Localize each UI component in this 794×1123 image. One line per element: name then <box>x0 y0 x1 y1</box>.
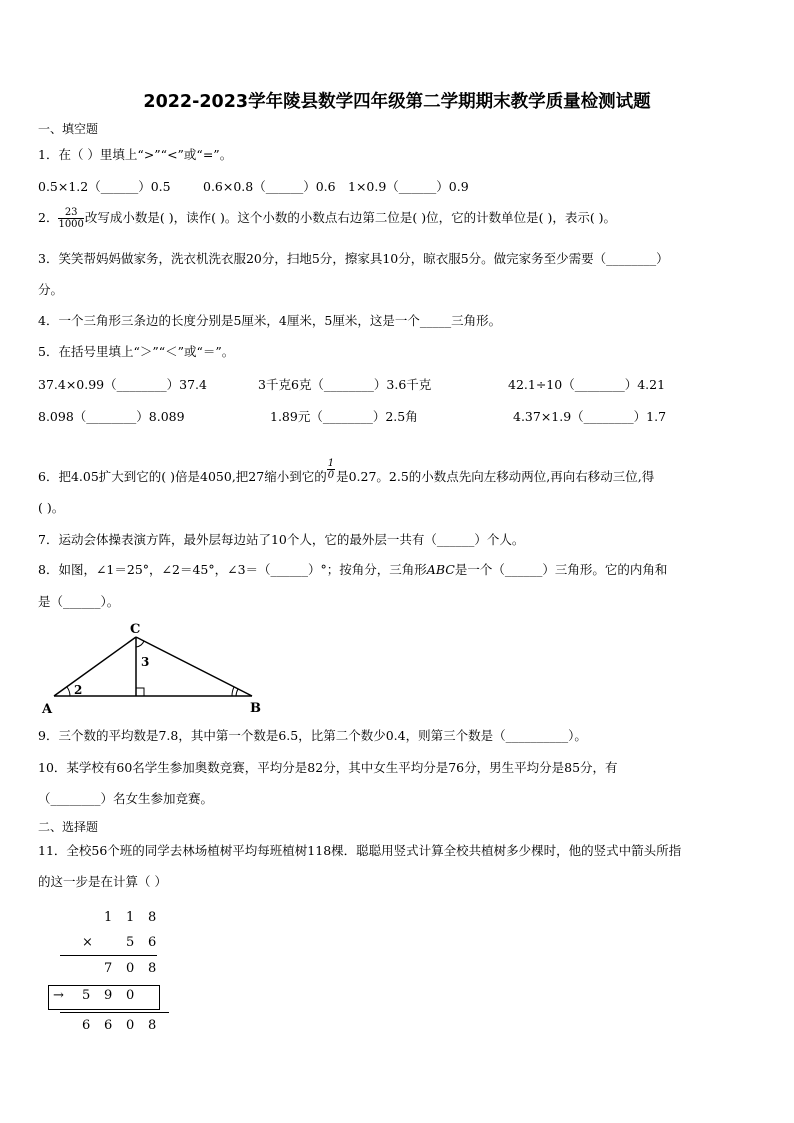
question-5-row-1-item-1: 37.4×0.99（________）37.4 <box>38 377 207 392</box>
triangle-name: ABC <box>426 562 455 577</box>
question-10-line-1: 10．某学校有60名学生参加奥数竞赛，平均分是82分，其中女生平均分是76分，男生平均分是85分，有 <box>38 760 618 775</box>
question-5-row-2-item-3: 4.37×1.9（________）1.7 <box>513 409 667 424</box>
angle-2-label: 2 <box>74 683 83 697</box>
label-a: A <box>42 702 53 717</box>
question-8-line-1 <box>38 562 667 578</box>
question-8-part-1: 8．如图，∠1＝25°，∠2＝45°，∠3＝（______）°；按角分，三角形 <box>38 562 427 577</box>
question-11-line-1: 11．全校56个班的同学去林场植树平均每班植树118棵．聪聪用竖式计算全校共植树多少棵时，他的竖式中箭头所指 <box>38 843 682 858</box>
section-heading-fill-in: 一、填空题 <box>38 122 99 136</box>
angle-b-arc <box>236 689 238 696</box>
right-angle-mark <box>136 688 144 696</box>
question-3-line-1: 3．笑笑帮妈妈做家务，洗衣机洗衣服20分，扫地5分，擦家具10分，晾衣服5分。做完家务至少需要（________） <box>38 251 669 266</box>
question-1-item-1: 0.5×1.2（______）0.5 <box>38 179 171 194</box>
digit: 8 <box>148 1018 157 1033</box>
question-11-line-2: 的这一步是在计算（ ） <box>38 874 167 889</box>
label-c: C <box>130 622 141 637</box>
side-cb <box>136 637 252 696</box>
question-4: 4．一个三角形三条边的长度分别是5厘米，4厘米，5厘米，这是一个_____三角形。 <box>38 313 502 328</box>
question-5-row-2-item-1: 8.098（________）8.089 <box>38 409 185 424</box>
question-9: 9．三个数的平均数是7.8，其中第一个数是6.5，比第二个数少0.4，则第三个数是（__________）。 <box>38 728 587 743</box>
digit: 8 <box>148 961 157 976</box>
fraction-numerator: 23 <box>58 207 83 219</box>
fraction-numerator: 1 <box>327 458 335 469</box>
fraction-1-over-0 <box>327 458 335 481</box>
question-5-row-1-item-3: 42.1÷10（________）4.21 <box>508 377 666 392</box>
digit: 8 <box>148 910 157 925</box>
digit: 9 <box>104 988 113 1003</box>
question-8-part-2: 是一个（______）三角形。它的内角和 <box>454 562 668 577</box>
fraction-denominator: 0 <box>327 470 335 481</box>
angle-3-arc <box>136 641 144 647</box>
page-title: 2022-2023学年陵县数学四年级第二学期期末教学质量检测试题 <box>143 92 651 112</box>
question-1-stem: 1．在（ ）里填上“>”“<”或“=”。 <box>38 147 233 162</box>
question-2 <box>38 207 616 230</box>
question-1-item-2: 0.6×0.8（______）0.6 <box>203 179 336 194</box>
fraction-denominator: 1000 <box>58 219 84 230</box>
question-6-line-2: ( )。 <box>38 500 65 515</box>
digit: 1 <box>104 910 113 925</box>
label-b: B <box>250 701 261 716</box>
question-7: 7．运动会体操表演方阵，最外层每边站了10个人，它的最外层一共有（______）个人。 <box>38 532 525 547</box>
digit: 1 <box>126 910 135 925</box>
question-5-row-2-item-2: 1.89元（________）2.5角 <box>270 409 418 424</box>
calc-line-2 <box>60 1012 169 1013</box>
angle-3-label: 3 <box>141 655 150 669</box>
multiply-sign: × <box>82 935 93 950</box>
digit: 0 <box>126 1018 135 1033</box>
digit: 6 <box>104 1018 113 1033</box>
question-5-row-1-item-2: 3千克6克（________）3.6千克 <box>258 377 432 392</box>
side-ac <box>54 637 136 696</box>
question-6-part-2: 是0.27。2.5的小数点先向左移动两位,再向右移动三位,得 <box>336 469 655 484</box>
question-6-part-1: 6．把4.05扩大到它的( )倍是4050,把27缩小到它的 <box>38 469 327 484</box>
question-2-number: 2． <box>38 210 59 225</box>
triangle-figure <box>38 620 268 720</box>
angle-b-arc-2 <box>232 687 234 696</box>
question-5-stem: 5．在括号里填上“＞”“＜”或“＝”。 <box>38 344 235 359</box>
question-8-line-2: 是（______）。 <box>38 594 120 609</box>
question-10-line-2: （________）名女生参加竞赛。 <box>38 791 214 806</box>
digit: 7 <box>104 961 113 976</box>
digit: 0 <box>126 961 135 976</box>
digit: 5 <box>82 988 91 1003</box>
section-heading-multiple-choice: 二、选择题 <box>38 820 99 834</box>
question-6-line-1 <box>38 458 655 489</box>
question-1-item-3: 1×0.9（______）0.9 <box>348 179 469 194</box>
angle-2-arc <box>67 687 70 696</box>
digit: 0 <box>126 988 135 1003</box>
question-2-text: 改写成小数是( )，读作( )。这个小数的小数点右边第二位是( )位，它的计数单位是( )，表示( )。 <box>84 210 617 225</box>
arrow-icon: → <box>53 988 64 1003</box>
fraction-23-over-1000 <box>58 207 83 230</box>
digit: 6 <box>82 1018 91 1033</box>
question-3-line-2: 分。 <box>38 282 64 297</box>
digit: 6 <box>148 935 157 950</box>
digit: 5 <box>126 935 135 950</box>
calc-line-1 <box>60 955 157 956</box>
